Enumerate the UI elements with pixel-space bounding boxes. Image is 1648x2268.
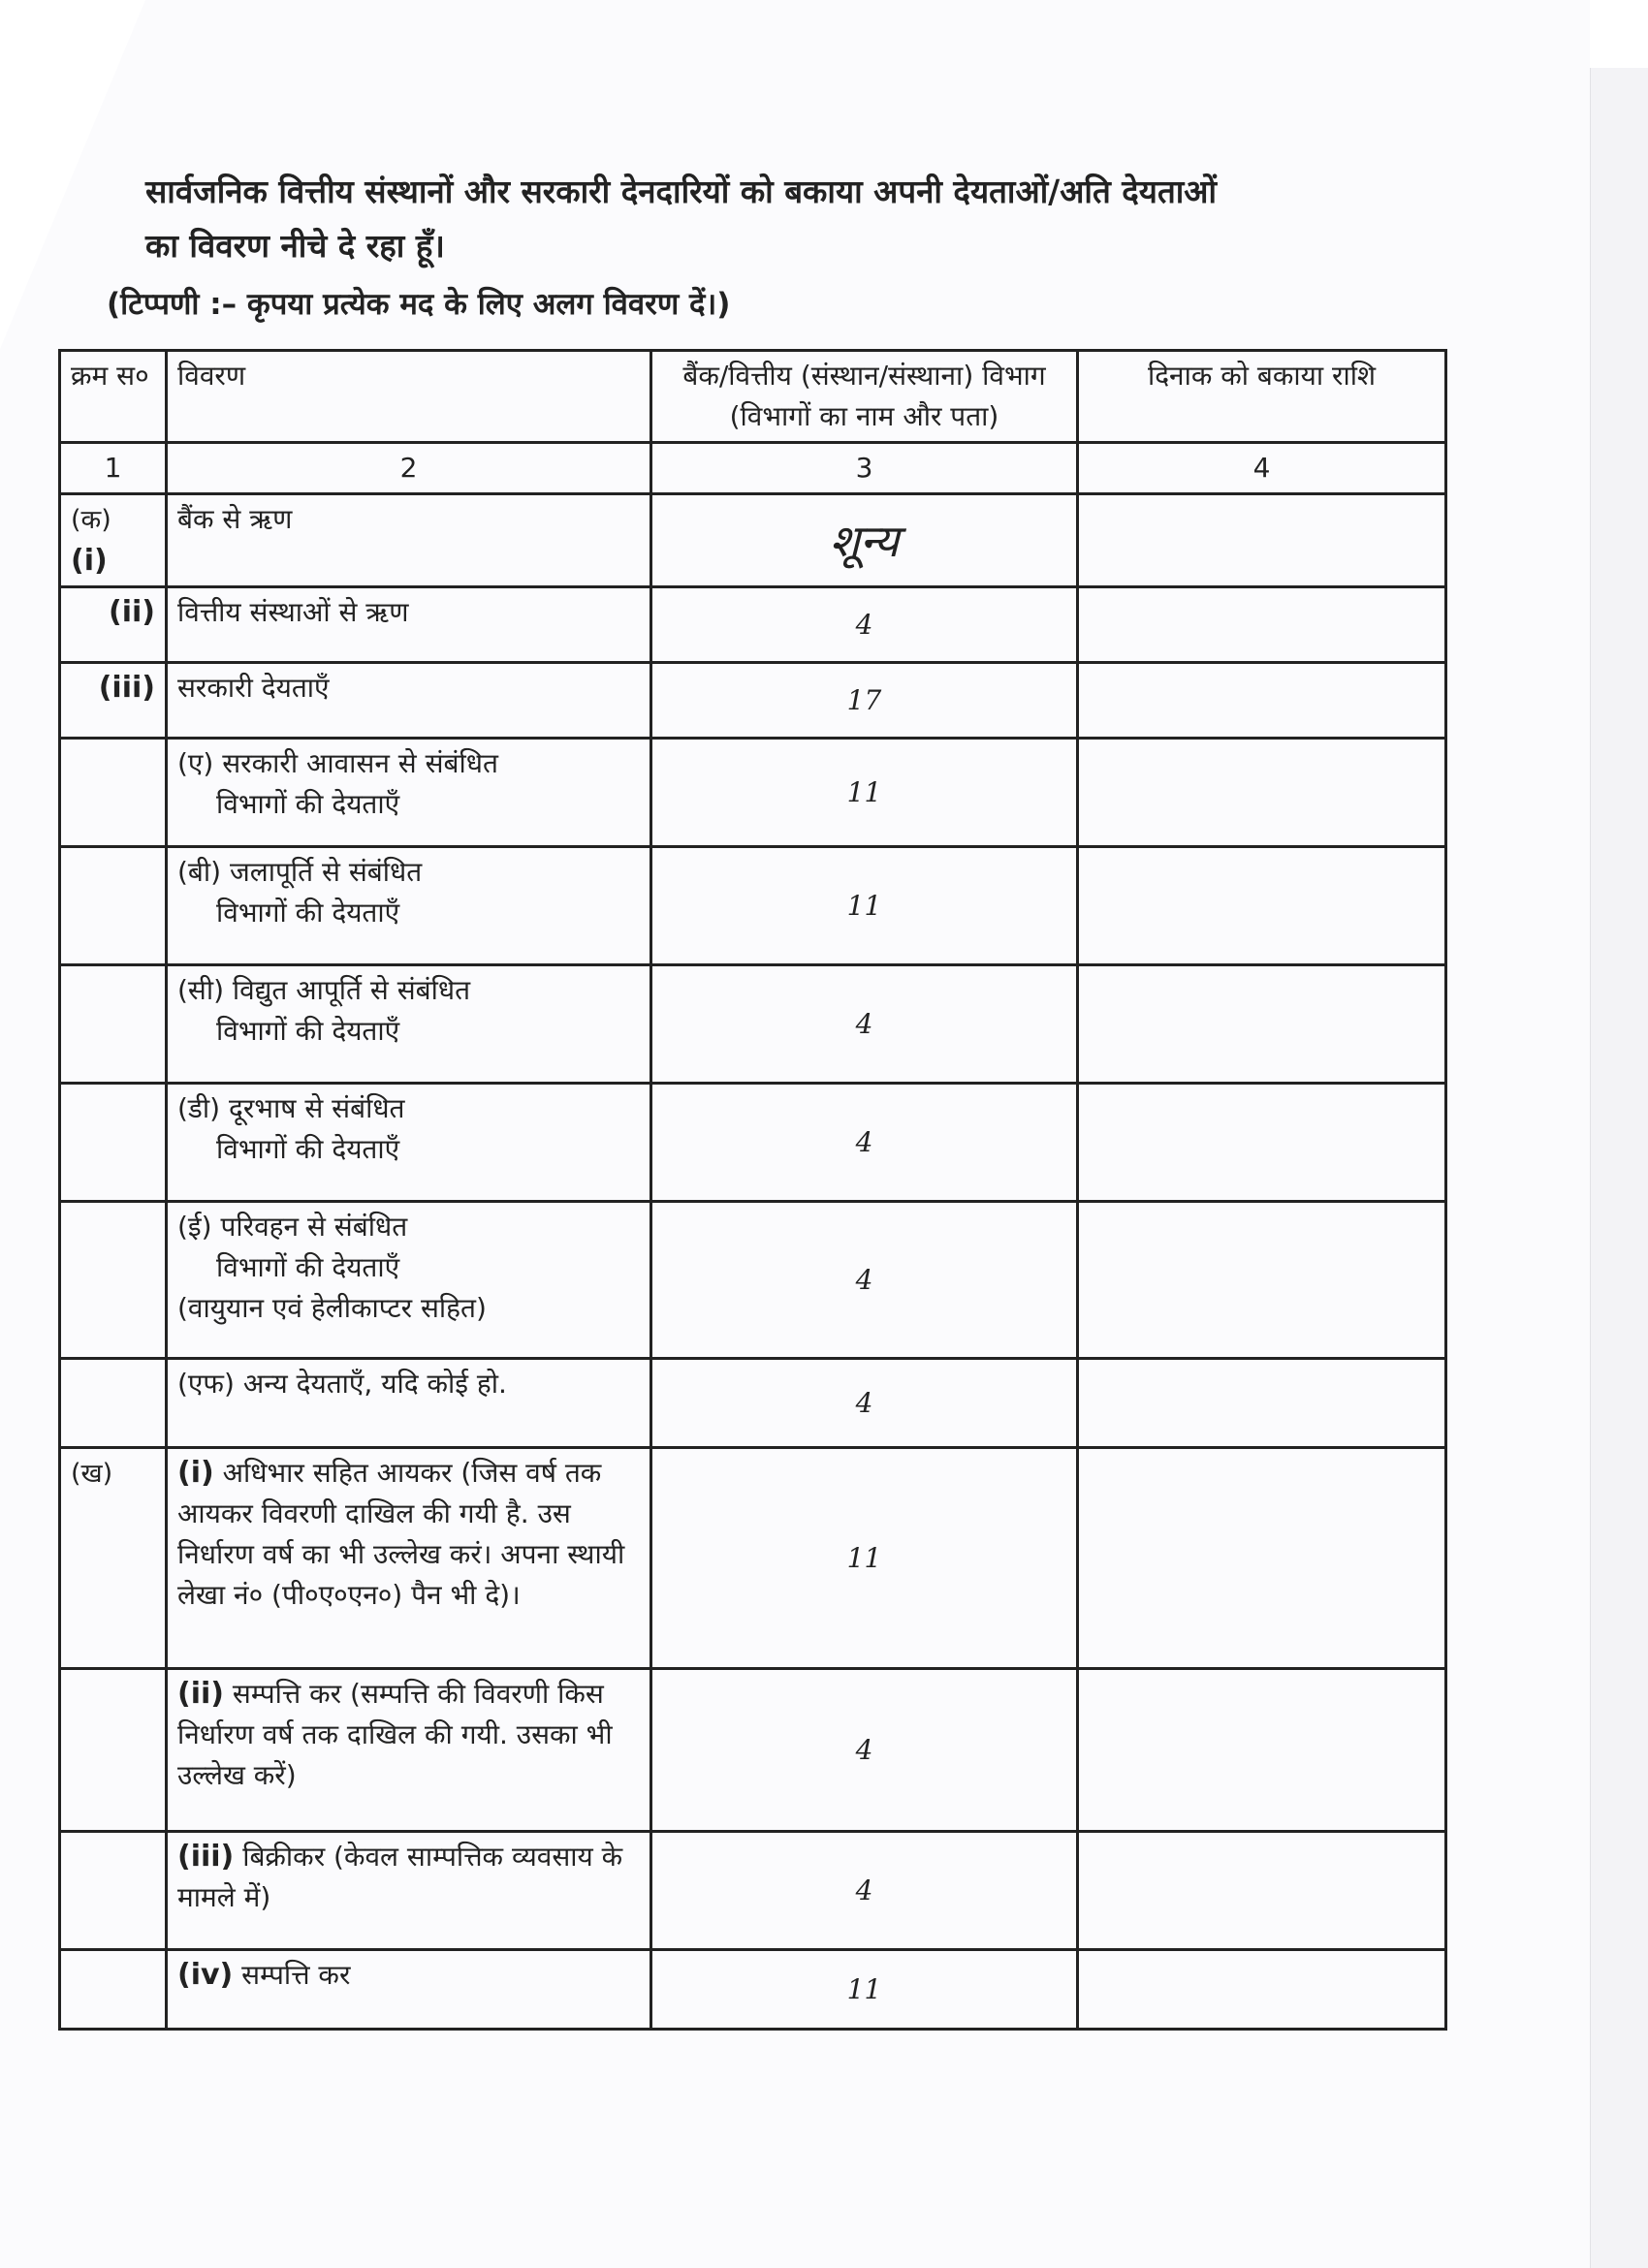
description-text: सम्पत्ति कर xyxy=(241,1959,351,1991)
handwritten-mark: 11 xyxy=(651,739,1078,847)
row-description xyxy=(167,1084,651,1202)
table-row xyxy=(60,1359,1446,1448)
roman-numeral: (iii) xyxy=(177,1840,235,1874)
row-serial xyxy=(60,587,167,663)
row-serial xyxy=(60,494,167,587)
header-bank-department: बैंक/वित्तीय (संस्थान/संस्थाना) विभाग (विभागों का नाम और पता) xyxy=(651,351,1078,443)
handwritten-mark: 4 xyxy=(651,1359,1078,1448)
section-label: (ख) xyxy=(71,1459,113,1489)
handwritten-mark: 4 xyxy=(651,965,1078,1084)
table-row xyxy=(60,1084,1446,1202)
row-description xyxy=(167,1202,651,1359)
description-text: सम्पत्ति कर (सम्पत्ति की विवरणी किस निर्धारण वर्ष तक दाखिल की गयी. उसका भी उल्लेख करें) xyxy=(177,1678,613,1791)
description-line: विभागों की देयताएँ xyxy=(216,1251,400,1283)
table-row xyxy=(60,663,1446,739)
row-description: (एफ) अन्य देयताएँ, यदि कोई हो. xyxy=(167,1359,651,1448)
table-row xyxy=(60,1669,1446,1832)
amount-cell xyxy=(1078,1448,1446,1669)
row-serial xyxy=(60,1202,167,1359)
intro-line-1: सार्वजनिक वित्तीय संस्थानों और सरकारी देनदारियों को बकाया अपनी देयताओं/अति देयताओं xyxy=(145,173,1218,210)
intro-line-2: का विवरण नीचे दे रहा हूँ। xyxy=(145,227,445,265)
amount-cell xyxy=(1078,965,1446,1084)
description-line: विभागों की देयताएँ xyxy=(216,897,400,929)
handwritten-mark: 11 xyxy=(651,1448,1078,1669)
table-row xyxy=(60,587,1446,663)
row-serial xyxy=(60,739,167,847)
amount-cell xyxy=(1078,587,1446,663)
table-row xyxy=(60,847,1446,965)
row-serial xyxy=(60,847,167,965)
amount-cell xyxy=(1078,739,1446,847)
description-line: विभागों की देयताएँ xyxy=(216,1133,400,1165)
row-serial xyxy=(60,1448,167,1669)
amount-cell xyxy=(1078,1202,1446,1359)
row-description xyxy=(167,847,651,965)
table-row xyxy=(60,1202,1446,1359)
roman-numeral: (iii) xyxy=(98,671,155,705)
description-line: (सी) विद्युत आपूर्ति से संबंधित xyxy=(177,974,471,1006)
table-row xyxy=(60,739,1446,847)
column-number: 1 xyxy=(60,443,167,494)
description-line: (ए) सरकारी आवासन से संबंधित xyxy=(177,747,498,779)
header-row xyxy=(60,351,1446,443)
handwritten-mark: 4 xyxy=(651,1202,1078,1359)
table-row xyxy=(60,1448,1446,1669)
roman-numeral: (ii) xyxy=(109,595,155,629)
handwritten-mark: 4 xyxy=(651,1669,1078,1832)
row-description: वित्तीय संस्थाओं से ऋण xyxy=(167,587,651,663)
table-row xyxy=(60,494,1446,587)
note-text: (टिप्पणी :– कृपया प्रत्येक मद के लिए अलग विवरण दें।) xyxy=(107,287,731,322)
amount-cell xyxy=(1078,1950,1446,2030)
description-text: अधिभार सहित आयकर (जिस वर्ष तक आयकर विवरणी दाखिल की गयी है. उस निर्धारण वर्ष का भी उल्लेख करं। अपना स्थायी लेखा नं० (पी०ए०एन०) पैन भी दे)। xyxy=(177,1457,625,1611)
row-description xyxy=(167,1832,651,1950)
amount-cell xyxy=(1078,1084,1446,1202)
column-number: 2 xyxy=(167,443,651,494)
amount-cell xyxy=(1078,663,1446,739)
row-description xyxy=(167,1448,651,1669)
amount-cell xyxy=(1078,494,1446,587)
row-serial xyxy=(60,663,167,739)
row-description xyxy=(167,1669,651,1832)
description-line: विभागों की देयताएँ xyxy=(216,788,400,820)
roman-numeral: (iv) xyxy=(177,1958,234,1992)
row-description xyxy=(167,739,651,847)
description-line: (वायुयान एवं हेलीकाप्टर सहित) xyxy=(177,1292,487,1324)
handwritten-mark: शून्य xyxy=(651,494,1078,587)
header-description: विवरण xyxy=(167,351,651,443)
description-line: विभागों की देयताएँ xyxy=(216,1015,400,1047)
roman-numeral: (i) xyxy=(177,1456,214,1490)
intro-text xyxy=(145,165,1464,273)
handwritten-mark: 17 xyxy=(651,663,1078,739)
handwritten-mark: 4 xyxy=(651,1084,1078,1202)
header-serial: क्रम स० xyxy=(60,351,167,443)
row-description xyxy=(167,1950,651,2030)
table-row xyxy=(60,965,1446,1084)
liabilities-table xyxy=(58,349,1447,2031)
section-label: (क) xyxy=(71,505,111,535)
amount-cell xyxy=(1078,847,1446,965)
column-number: 4 xyxy=(1078,443,1446,494)
row-description: बैंक से ऋण xyxy=(167,494,651,587)
handwritten-mark: 4 xyxy=(651,587,1078,663)
roman-numeral: (i) xyxy=(71,544,108,578)
description-line: (डी) दूरभाष से संबंधित xyxy=(177,1092,405,1124)
table-row xyxy=(60,1832,1446,1950)
row-serial xyxy=(60,1950,167,2030)
column-number: 3 xyxy=(651,443,1078,494)
table-row xyxy=(60,1950,1446,2030)
column-number-row xyxy=(60,443,1446,494)
handwritten-mark: 4 xyxy=(651,1832,1078,1950)
row-serial xyxy=(60,1359,167,1448)
page-edge xyxy=(1590,68,1648,2268)
handwritten-mark: 11 xyxy=(651,847,1078,965)
roman-numeral: (ii) xyxy=(177,1677,224,1711)
row-description: सरकारी देयताएँ xyxy=(167,663,651,739)
header-outstanding-amount: दिनाक को बकाया राशि xyxy=(1078,351,1446,443)
amount-cell xyxy=(1078,1359,1446,1448)
description-line: (ई) परिवहन से संबंधित xyxy=(177,1211,408,1243)
description-text: बिक्रीकर (केवल साम्पत्तिक व्यवसाय के मामले में) xyxy=(177,1841,623,1913)
row-serial xyxy=(60,1832,167,1950)
row-serial xyxy=(60,1669,167,1832)
amount-cell xyxy=(1078,1669,1446,1832)
row-description xyxy=(167,965,651,1084)
row-serial xyxy=(60,1084,167,1202)
amount-cell xyxy=(1078,1832,1446,1950)
description-line: (बी) जलापूर्ति से संबंधित xyxy=(177,856,423,888)
row-serial xyxy=(60,965,167,1084)
handwritten-mark: 11 xyxy=(651,1950,1078,2030)
